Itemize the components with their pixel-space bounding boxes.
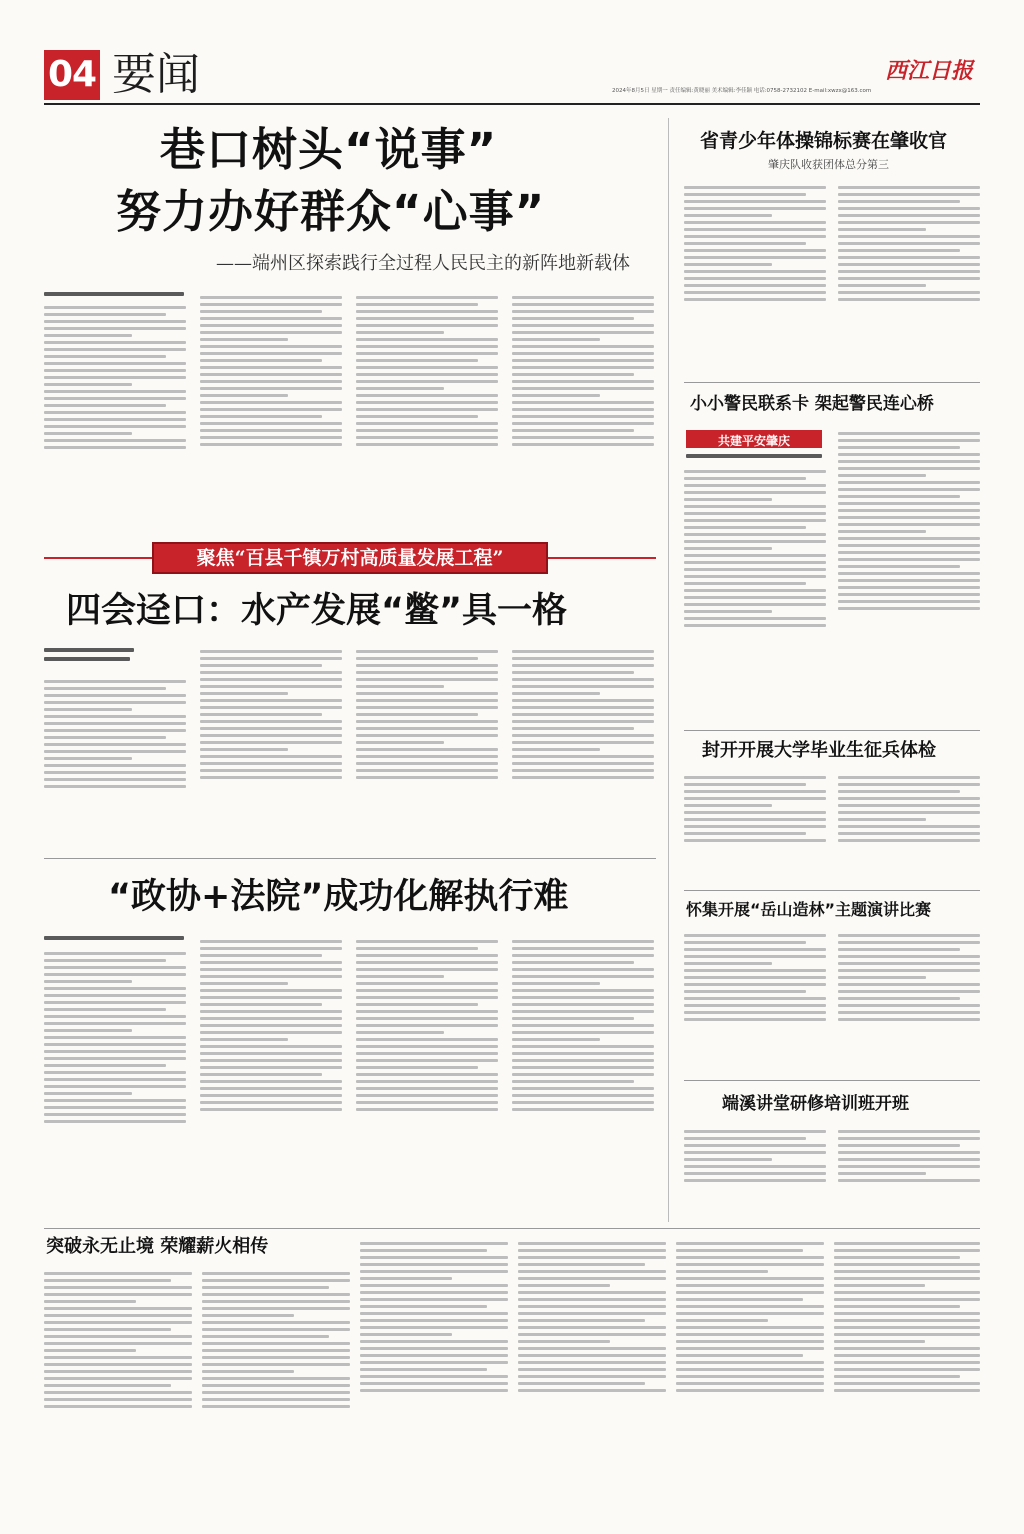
zhengxie-body-col-2 bbox=[200, 936, 342, 1220]
lead-headline-1: 巷口树头“说事” bbox=[160, 123, 498, 176]
sihui-headline: 四会迳口：水产发展“鳖”具一格 bbox=[66, 591, 568, 631]
right-story-2-headline: 小小警民联系卡 架起警民连心桥 bbox=[690, 394, 934, 414]
right-story-1-body-col-2 bbox=[838, 182, 980, 372]
lead-body-col-2 bbox=[200, 292, 342, 512]
right-story-4-body-col-1 bbox=[684, 930, 826, 1072]
lead-body-col-1 bbox=[44, 302, 186, 512]
sihui-byline-2 bbox=[44, 657, 130, 661]
right-divider-4 bbox=[684, 1080, 980, 1081]
header-rule bbox=[44, 103, 980, 105]
section-title: 要闻 bbox=[112, 49, 200, 100]
breakthrough-body-col-4 bbox=[518, 1238, 666, 1490]
section-divider-2 bbox=[44, 1228, 980, 1229]
breakthrough-body-col-1 bbox=[44, 1268, 192, 1490]
right-story-5-body-col-2 bbox=[838, 1126, 980, 1220]
masthead-logo: 西江日报 bbox=[885, 58, 974, 84]
right-column-divider bbox=[668, 118, 669, 1222]
header-info-line: 2024年8月5日 星期一 责任编辑:黄晓丽 美术编辑:李佳颖 电话:0758-2732102 E-mail:xwzx@163.com bbox=[612, 88, 872, 94]
sihui-byline bbox=[44, 648, 134, 652]
breakthrough-body-col-2 bbox=[202, 1268, 350, 1490]
feature-banner-label: 聚焦“百县千镇万村高质量发展工程” bbox=[196, 547, 504, 569]
breakthrough-body-col-6 bbox=[834, 1238, 980, 1490]
section-divider-1 bbox=[44, 858, 656, 859]
lead-body-col-4 bbox=[512, 292, 654, 512]
right-story-2-tag-label: 共建平安肇庆 bbox=[717, 434, 790, 448]
lead-byline bbox=[44, 292, 184, 296]
right-story-2-body-col-2 bbox=[838, 428, 980, 722]
breakthrough-headline: 突破永无止境 荣耀薪火相传 bbox=[46, 1236, 269, 1257]
right-story-5-headline: 端溪讲堂研修培训班开班 bbox=[722, 1094, 909, 1114]
right-divider-3 bbox=[684, 890, 980, 891]
zhengxie-body-col-3 bbox=[356, 936, 498, 1220]
right-story-1-subheadline: 肇庆队收获团体总分第三 bbox=[768, 158, 889, 171]
banner-rule-right bbox=[548, 557, 656, 559]
page-number-badge bbox=[44, 50, 100, 100]
lead-headline-2: 努力办好群众“心事” bbox=[116, 185, 546, 238]
zhengxie-byline bbox=[44, 936, 184, 940]
right-story-3-body-col-2 bbox=[838, 772, 980, 882]
right-story-4-body-col-2 bbox=[838, 930, 980, 1072]
zhengxie-body-col-1 bbox=[44, 948, 186, 1220]
right-story-2-body-col-1 bbox=[684, 466, 826, 722]
right-story-1-headline: 省青少年体操锦标赛在肇收官 bbox=[700, 130, 948, 152]
zhengxie-body-col-4 bbox=[512, 936, 654, 1220]
sihui-body-col-4 bbox=[512, 646, 654, 846]
right-story-5-body-col-1 bbox=[684, 1126, 826, 1220]
right-divider-1 bbox=[684, 382, 980, 383]
lead-body-col-3 bbox=[356, 292, 498, 512]
banner-rule-left bbox=[44, 557, 152, 559]
page-header bbox=[0, 0, 1024, 110]
feature-banner bbox=[152, 542, 548, 574]
right-story-4-headline: 怀集开展“岳山造林”主题演讲比赛 bbox=[686, 900, 932, 919]
page-number: 04 bbox=[47, 54, 97, 95]
right-story-2-byline bbox=[686, 454, 822, 458]
sihui-body-col-3 bbox=[356, 646, 498, 846]
right-story-1-body-col-1 bbox=[684, 182, 826, 372]
zhengxie-headline: “政协+法院”成功化解执行难 bbox=[108, 877, 569, 917]
right-story-3-headline: 封开开展大学毕业生征兵体检 bbox=[702, 740, 936, 761]
breakthrough-body-col-5 bbox=[676, 1238, 824, 1490]
sihui-body-col-2 bbox=[200, 646, 342, 846]
sihui-body-col-1 bbox=[44, 676, 186, 846]
right-story-3-body-col-1 bbox=[684, 772, 826, 882]
right-story-2-tag bbox=[686, 430, 822, 448]
lead-subheadline: ——端州区探索践行全过程人民民主的新阵地新载体 bbox=[216, 253, 630, 274]
breakthrough-body-col-3 bbox=[360, 1238, 508, 1490]
right-divider-2 bbox=[684, 730, 980, 731]
